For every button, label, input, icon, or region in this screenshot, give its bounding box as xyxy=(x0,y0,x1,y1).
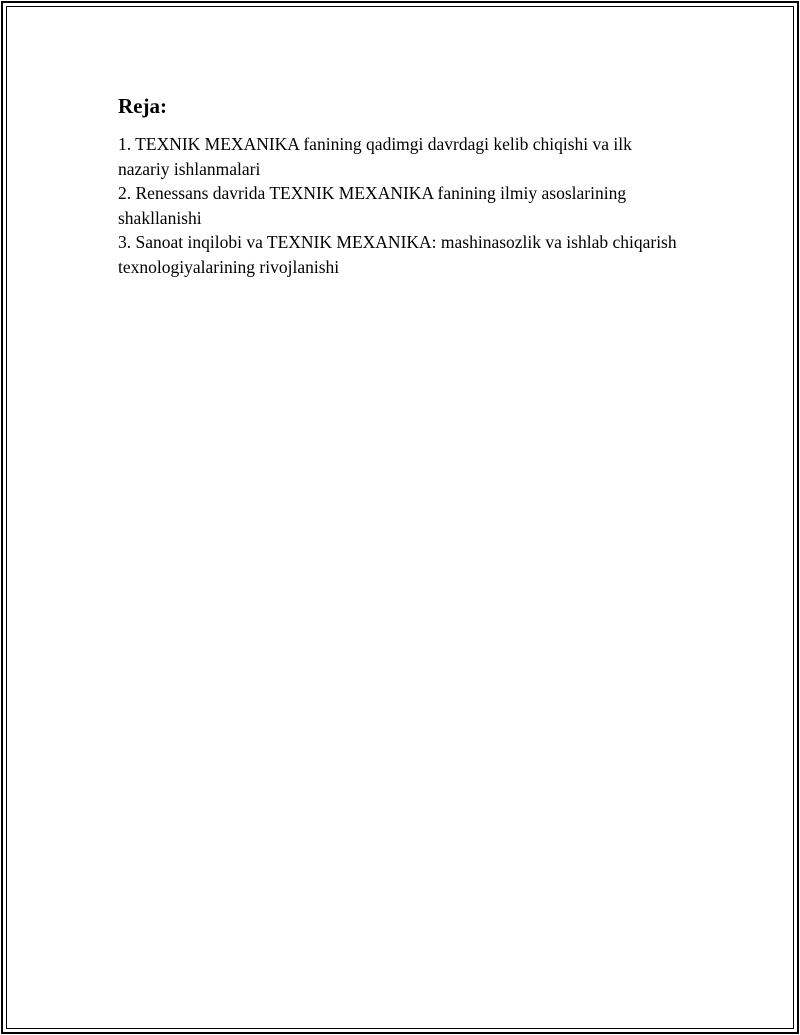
plan-list xyxy=(118,132,678,279)
plan-item-3: 3. Sanoat inqilobi va TEXNIK MEXANIKA: mashinasozlik va ishlab chiqarish texnologiyalarining rivojlanishi xyxy=(118,232,677,277)
plan-item-2: 2. Renessans davrida TEXNIK MEXANIKA fanining ilmiy asoslarining shakllanishi xyxy=(118,183,627,228)
plan-item-1: 1. TEXNIK MEXANIKA fanining qadimgi davrdagi kelib chiqishi va ilk nazariy ishlanmalari xyxy=(118,134,632,179)
plan-heading: Reja: xyxy=(118,94,167,118)
document-content xyxy=(118,92,678,279)
